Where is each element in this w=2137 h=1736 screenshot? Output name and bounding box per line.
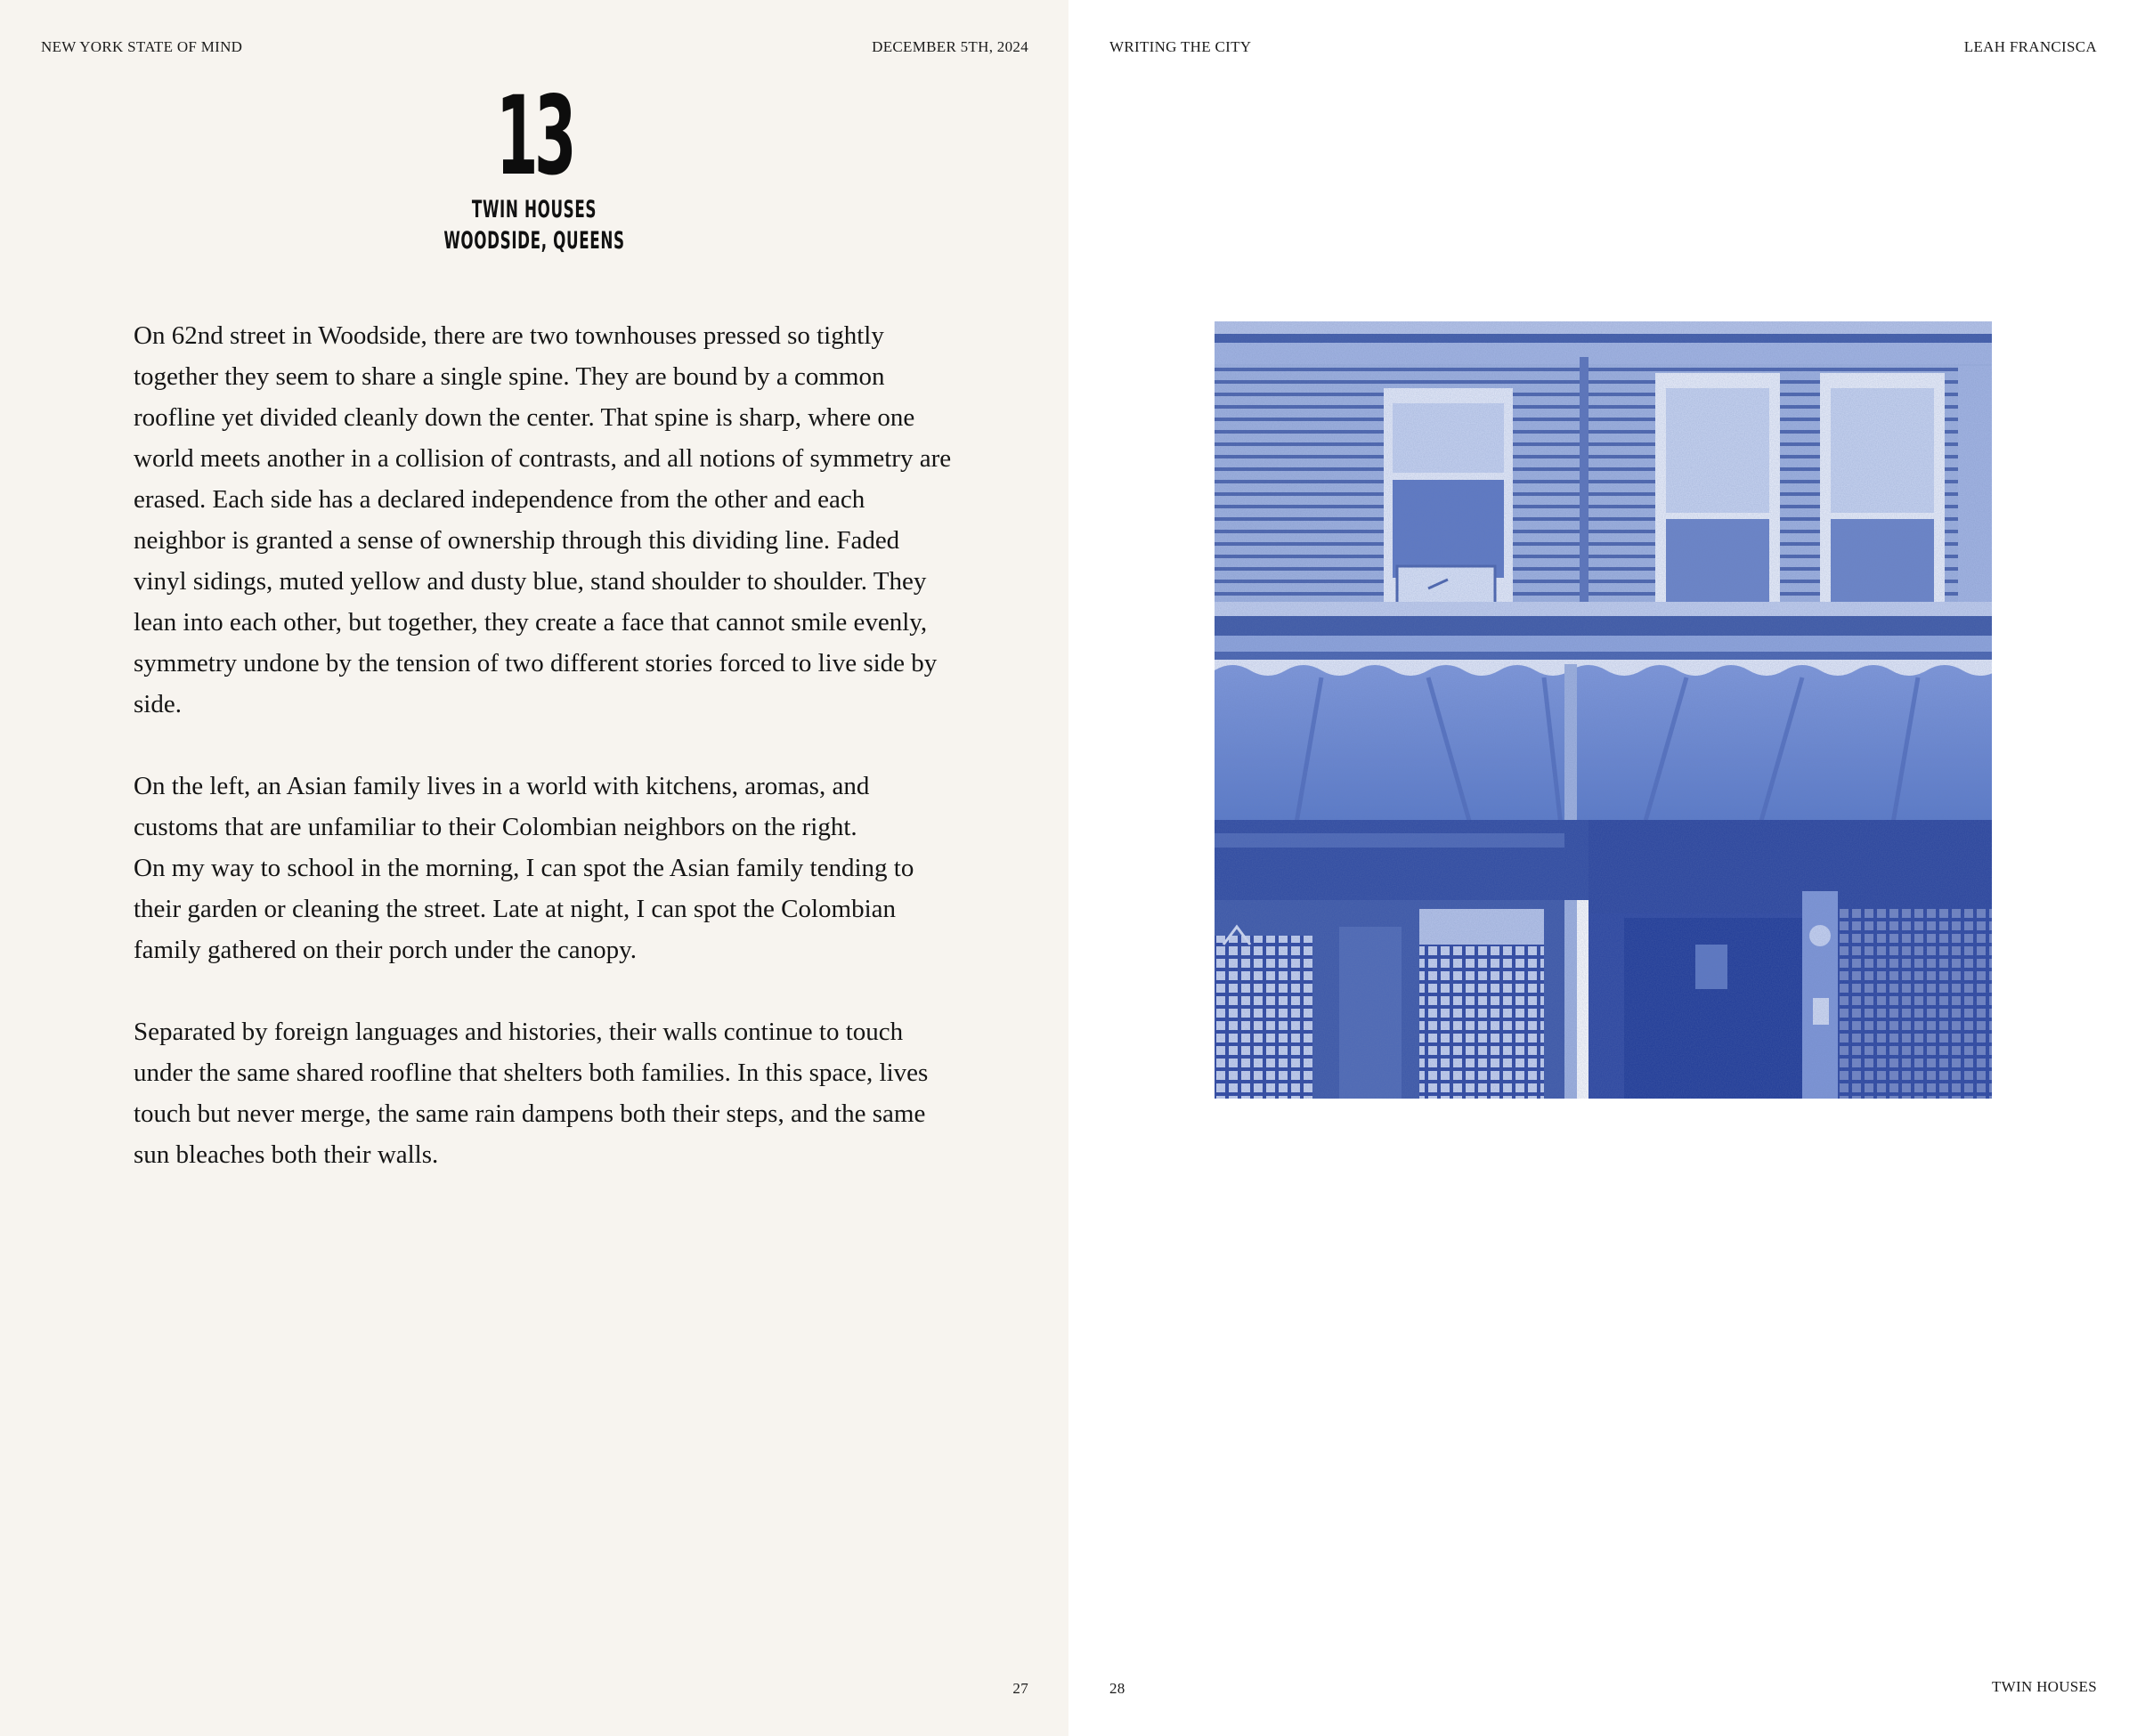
- paragraph-3: On my way to school in the morning, I can spot the Asian family tending to their garden or cleaning the street. Late at night, I can spot the Colombian family gathered on their porch under the canopy.: [134, 854, 914, 964]
- running-head-author: LEAH FRANCISCA: [1963, 38, 2097, 55]
- photo-illustration: [1215, 321, 1992, 1099]
- article-body: [134, 315, 953, 1216]
- paragraph-1: On 62nd street in Woodside, there are two townhouses pressed so tightly together they seem to share a single spine. They are bound by a common roofline yet divided cleanly down the center. That spine is sharp, where one world meets another in a collision of contrasts, and all notions of symmetry are erased. Each side has a declared independence from the other and each neighbor is granted a sense of ownership through this dividing line. Faded vinyl sidings, muted yellow and dusty blue, stand shoulder to shoulder. They lean into each other, but together, they create a face that cannot smile evenly, symmetry undone by the tension of two different stories forced to live side by side.: [134, 321, 952, 718]
- running-head-date: DECEMBER 5TH, 2024: [872, 38, 1028, 55]
- footer-title: TWIN HOUSES: [1991, 1678, 2097, 1695]
- left-page: [0, 0, 1068, 1736]
- chapter-title: TWIN HOUSES: [471, 196, 597, 223]
- page-number-left: 27: [1012, 1680, 1028, 1697]
- running-head-section: WRITING THE CITY: [1109, 38, 1252, 55]
- paragraph-2: On the left, an Asian family lives in a world with kitchens, aromas, and customs that are unfamiliar to their Colombian neighbors on the right.: [134, 772, 870, 841]
- page-number-right: 28: [1109, 1680, 1125, 1697]
- running-head-left: NEW YORK STATE OF MIND: [41, 38, 243, 55]
- paragraph-4: Separated by foreign languages and histories, their walls continue to touch under the same shared roofline that shelters both families. In this space, lives touch but never merge, the same rain dampens both their steps, and the same sun bleaches both their walls.: [134, 1018, 929, 1169]
- right-page: [1068, 0, 2137, 1736]
- chapter-location: WOODSIDE, QUEENS: [443, 227, 625, 255]
- twin-houses-photo: [1215, 321, 1992, 1099]
- chapter-number: 13: [495, 73, 573, 199]
